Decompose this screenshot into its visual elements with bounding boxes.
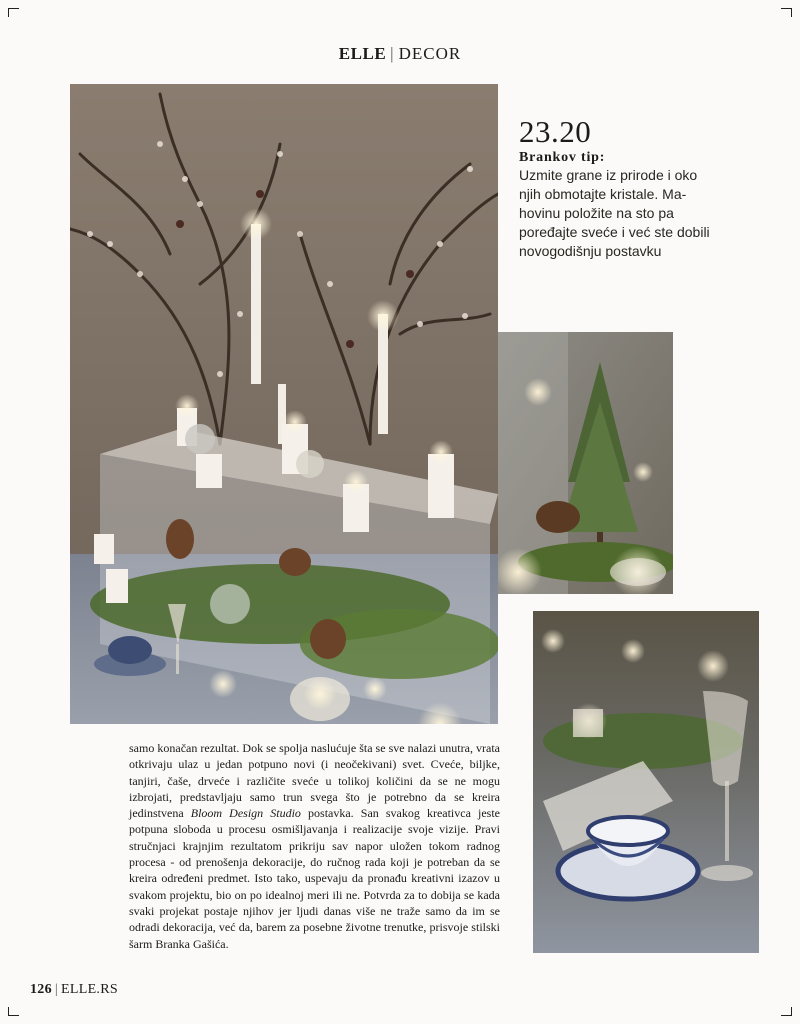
sidebar-tip-line: njih obmotajte kristale. Ma- (519, 186, 687, 202)
section-header (0, 44, 800, 64)
page-footer (30, 982, 118, 998)
header-separator: | (390, 44, 395, 63)
footer-separator: | (54, 982, 59, 997)
footer-site: ELLE.RS (61, 982, 118, 997)
crop-mark-top-right (781, 8, 792, 17)
article-text-part: postavka. San svakog kreativca jeste potpuna sloboda u procesu osmišljavanja i realizacije svoje vizije. Pravi stručnjaci krajnjim rezultatom prikriju sav napor uložen tokom radnog procesa - od prenošenja dekoracije, do ručnog rada koji je potreban da se kreira određeni predmet. Isto tako, uspevaju da pronađu kreativni izazov u svakom projektu, bio on po idealnoj meri ili ne. Potvrda za to dobija se kada svaki projekat postaje njihov jer ljudi danas više ne traže samo da im se odradi dekoracija, već da, barem za posebne životne trenutke, prisvoje stilski šarm Branka Gašića. (129, 806, 500, 951)
teacup-setting-photo (533, 611, 759, 953)
sidebar-tip-line: hovinu položite na sto pa (519, 205, 674, 221)
crop-mark-bottom-left (8, 1007, 19, 1016)
sidebar-tip-text (519, 166, 759, 261)
article-text-part: samo konačan rezultat. Dok se spolja naslućuje šta se sve nalazi unutra, vrata otkrivaju ulaz u jedan potpuno novi (i neočekivani) svet. Cveće, biljke, tanjiri, čaše, drveće i različite sveće u tolikoj količini da se ne mogu izbrojati, predstavljaju samo trun svega što je potrebno da se kreira jedinstvena (129, 741, 500, 821)
table-setting-photo (70, 84, 498, 724)
studio-name: Bloom Design Studio (190, 806, 301, 821)
article-body (129, 740, 500, 952)
sidebar-time: 23.20 (519, 114, 592, 149)
miniature-tree-photo (498, 332, 673, 594)
crop-mark-bottom-right (781, 1007, 792, 1016)
sidebar-tip-line: Uzmite grane iz prirode i oko (519, 167, 698, 183)
crop-mark-top-left (8, 8, 19, 17)
sidebar-tip-line: poređajte sveće i već ste dobili (519, 224, 710, 240)
page-number: 126 (30, 982, 52, 997)
brand-name: ELLE (338, 44, 387, 63)
sidebar-tip-line: novogodišnju postavku (519, 243, 662, 259)
sidebar-title: Brankov tip: (519, 150, 606, 165)
section-name: DECOR (398, 44, 462, 63)
